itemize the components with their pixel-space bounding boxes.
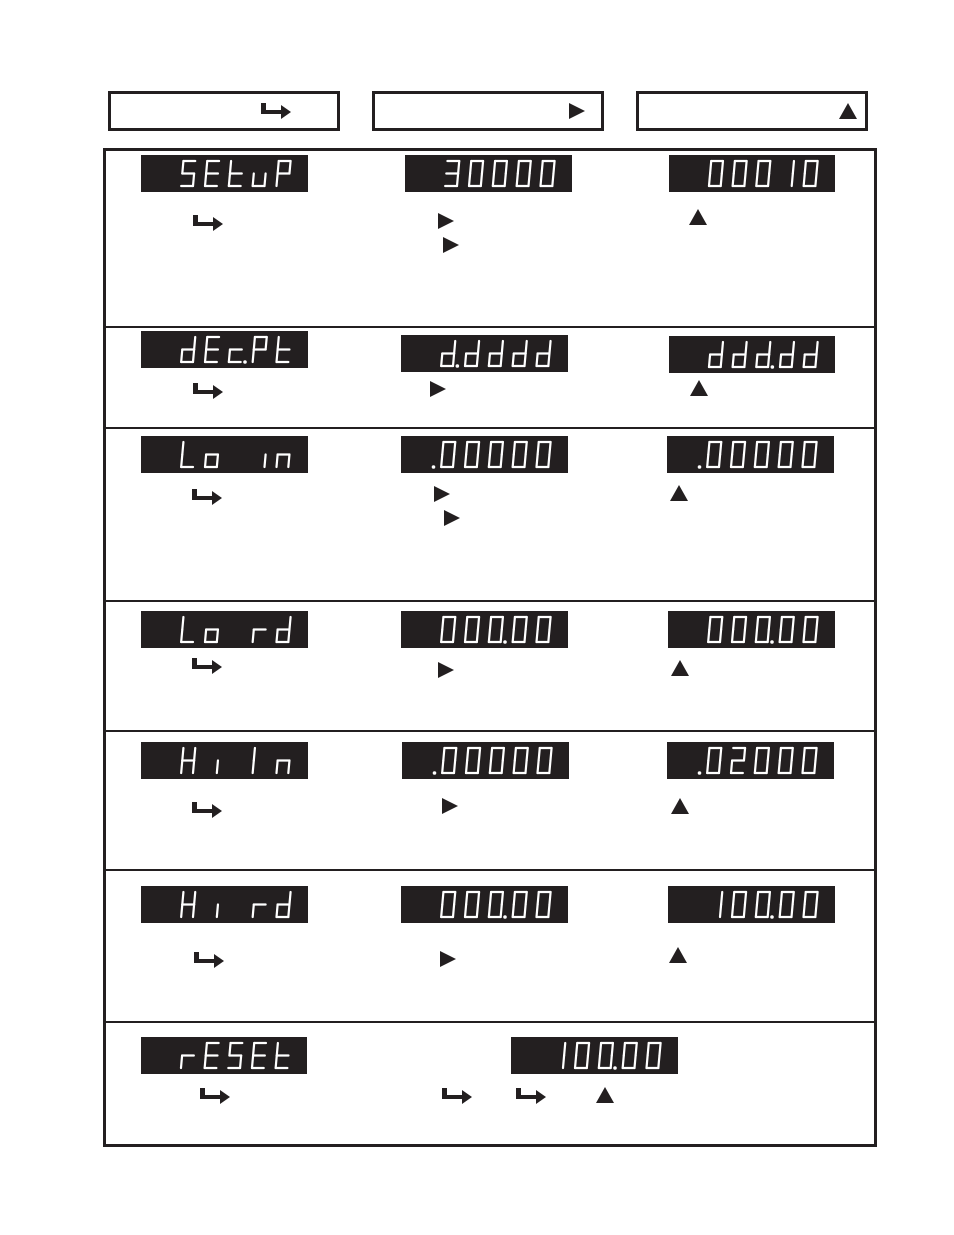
lcd-digits <box>405 155 572 192</box>
lcd-readout-text: 30000 <box>405 155 409 156</box>
lcd-digits <box>401 436 568 473</box>
row-divider <box>103 730 874 732</box>
lcd-digit <box>733 342 747 367</box>
lcd-digit <box>181 1056 194 1069</box>
lcd-digit <box>205 455 218 468</box>
lcd-digit <box>181 617 193 642</box>
lcd-readout-text: Hi In <box>141 742 144 743</box>
right-triangle-icon <box>429 380 447 398</box>
lcd-decimal-point <box>698 465 702 469</box>
lcd-digit <box>537 892 551 917</box>
display-hi-in-prompt <box>141 742 308 779</box>
enter-arrow-icon <box>193 382 223 400</box>
lcd-digit <box>698 771 702 775</box>
lcd-readout-text: Hi rd <box>141 886 144 887</box>
enter-arrow-icon <box>516 1087 546 1105</box>
lcd-digit <box>792 161 794 186</box>
right-triangle-icon <box>442 236 460 254</box>
lcd-digit <box>541 161 555 186</box>
right-triangle-icon <box>441 797 459 815</box>
lcd-digit <box>217 905 218 918</box>
lcd-digit <box>469 161 483 186</box>
lcd-digits <box>668 611 835 648</box>
lcd-digit <box>733 161 747 186</box>
right-triangle-icon <box>443 509 461 527</box>
lcd-digits <box>141 331 308 368</box>
lcd-digits <box>141 611 308 648</box>
lcd-digit <box>732 617 746 642</box>
up-key-box <box>636 91 868 131</box>
lcd-digit <box>489 442 503 467</box>
lcd-digit <box>647 1043 661 1068</box>
lcd-digits <box>667 742 834 779</box>
lcd-decimal-point <box>613 1066 617 1070</box>
enter-arrow-icon <box>200 1087 230 1105</box>
lcd-digit <box>181 748 195 773</box>
lcd-readout-text: dEc.Pt <box>141 331 145 332</box>
lcd-digit <box>514 748 528 773</box>
lcd-digit <box>277 455 290 468</box>
lcd-digit <box>731 442 745 467</box>
lcd-decimal-point <box>503 915 507 919</box>
lcd-digit <box>513 892 527 917</box>
lcd-digit <box>707 748 721 773</box>
lcd-digit <box>229 161 242 186</box>
lcd-digit <box>466 748 480 773</box>
enter-arrow-icon <box>194 951 224 969</box>
lcd-digit <box>253 630 266 643</box>
lcd-decimal-point <box>698 771 702 775</box>
right-triangle-icon <box>437 661 455 679</box>
lcd-digit <box>277 161 291 186</box>
display-decpt-new <box>669 336 835 373</box>
lcd-digit <box>732 892 746 917</box>
lcd-readout-text: 100.00 <box>511 1037 515 1038</box>
lcd-readout-text: 000.00 <box>401 611 405 612</box>
display-reset-prompt <box>141 1037 307 1074</box>
display-setup-prompt <box>141 155 308 192</box>
display-hi-rd-current <box>401 886 568 923</box>
lcd-digit <box>720 892 722 917</box>
lcd-digit <box>276 1043 289 1068</box>
lcd-digit <box>513 442 527 467</box>
display-lo-in-prompt <box>141 436 308 473</box>
lcd-digits <box>401 611 568 648</box>
lcd-digit <box>493 161 507 186</box>
lcd-digit <box>432 465 436 469</box>
lcd-digit <box>756 161 770 186</box>
lcd-digit <box>205 161 219 186</box>
lcd-digit <box>575 1043 589 1068</box>
display-setup-new <box>669 155 835 192</box>
lcd-digit <box>804 342 818 367</box>
display-reset-result <box>511 1037 678 1074</box>
lcd-readout-text: .02000 <box>667 742 671 743</box>
row-divider <box>103 326 874 328</box>
lcd-digit <box>755 442 769 467</box>
row-divider <box>103 427 874 429</box>
lcd-digit <box>756 617 774 644</box>
lcd-digit <box>779 442 793 467</box>
lcd-digit <box>181 442 193 467</box>
lcd-decimal-point <box>243 360 247 364</box>
lcd-digit <box>804 892 818 917</box>
lcd-digit <box>804 161 818 186</box>
lcd-digit <box>441 892 455 917</box>
display-lo-rd-prompt <box>141 611 308 648</box>
display-lo-in-new <box>667 436 834 473</box>
lcd-digit <box>804 617 818 642</box>
lcd-digit <box>229 350 247 364</box>
display-hi-in-new <box>667 742 834 779</box>
row-divider <box>103 600 874 602</box>
lcd-digit <box>277 337 290 362</box>
enter-arrow-icon <box>192 488 222 506</box>
lcd-digits <box>401 886 568 923</box>
lcd-digit <box>253 905 266 918</box>
right-triangle-icon <box>433 485 451 503</box>
lcd-digit <box>465 442 479 467</box>
enter-arrow-icon <box>261 102 291 120</box>
lcd-digit <box>442 748 456 773</box>
lcd-readout-text: 00010 <box>669 155 673 156</box>
lcd-digit <box>490 748 504 773</box>
enter-arrow-icon <box>442 1087 472 1105</box>
lcd-digit <box>445 161 459 186</box>
enter-arrow-icon <box>192 801 222 819</box>
lcd-digit <box>755 748 769 773</box>
lcd-digits <box>141 1037 307 1074</box>
lcd-digit <box>803 442 817 467</box>
lcd-digit <box>513 341 527 366</box>
lcd-digit <box>253 174 266 187</box>
lcd-digit <box>205 630 218 643</box>
lcd-digits <box>141 436 308 473</box>
lcd-digit <box>433 771 437 775</box>
display-lo-in-current <box>401 436 568 473</box>
lcd-readout-text: 000.00 <box>401 886 405 887</box>
lcd-readout-text: Lo rd <box>141 611 144 612</box>
up-triangle-icon <box>688 208 708 226</box>
lcd-decimal-point <box>503 640 507 644</box>
lcd-digit <box>538 748 552 773</box>
lcd-digit <box>252 1043 266 1068</box>
lcd-decimal-point <box>432 465 436 469</box>
lcd-readout-text: SEtuP <box>141 155 144 156</box>
up-triangle-icon <box>595 1086 615 1104</box>
up-triangle-icon <box>669 484 689 502</box>
lcd-digit <box>228 1043 242 1068</box>
lcd-digit <box>756 892 774 919</box>
row-divider <box>103 1021 874 1023</box>
lcd-digit <box>709 161 723 186</box>
lcd-digit <box>253 337 267 362</box>
lcd-digit <box>537 617 551 642</box>
lcd-digit <box>537 442 551 467</box>
lcd-digit <box>277 892 291 917</box>
lcd-digit <box>489 892 507 919</box>
lcd-readout-text: rESEt <box>141 1037 144 1038</box>
up-triangle-icon <box>838 102 858 120</box>
lcd-digits <box>511 1037 678 1074</box>
lcd-digit <box>803 748 817 773</box>
lcd-readout-text: .00000 <box>402 742 406 743</box>
right-triangle-icon <box>568 102 586 120</box>
lcd-digit <box>780 617 794 642</box>
lcd-readout-text: 000.00 <box>668 611 672 612</box>
display-decpt-current <box>401 335 568 372</box>
lcd-digit <box>489 617 507 644</box>
enter-arrow-icon <box>193 214 223 232</box>
lcd-digits <box>141 155 308 192</box>
lcd-digit <box>465 341 479 366</box>
lcd-digit <box>513 617 527 642</box>
lcd-digit <box>205 337 219 362</box>
lcd-digit <box>253 748 255 773</box>
lcd-digit <box>698 465 702 469</box>
lcd-decimal-point <box>433 771 437 775</box>
lcd-digit <box>599 1043 617 1070</box>
lcd-digits <box>669 336 835 373</box>
display-hi-in-current <box>402 742 569 779</box>
lcd-digit <box>277 617 291 642</box>
lcd-decimal-point <box>770 640 774 644</box>
lcd-digit <box>779 748 793 773</box>
lcd-digit <box>441 442 455 467</box>
right-key-box <box>372 91 604 131</box>
lcd-readout-text: ddd.dd <box>669 336 673 337</box>
lcd-decimal-point <box>770 915 774 919</box>
lcd-digit <box>489 341 503 366</box>
lcd-digit <box>707 442 721 467</box>
lcd-decimal-point <box>771 365 775 369</box>
lcd-digit <box>181 161 195 186</box>
lcd-digits <box>401 335 568 372</box>
lcd-digits <box>402 742 569 779</box>
lcd-digits <box>141 886 308 923</box>
lcd-digit <box>756 342 774 369</box>
lcd-digit <box>537 341 551 366</box>
lcd-digit <box>441 617 455 642</box>
lcd-digit <box>205 1043 219 1068</box>
display-lo-rd-current <box>401 611 568 648</box>
lcd-digits <box>668 886 835 923</box>
display-setup-current <box>405 155 572 192</box>
lcd-digits <box>667 436 834 473</box>
lcd-readout-text: .00000 <box>401 436 405 437</box>
up-triangle-icon <box>670 797 690 815</box>
lcd-decimal-point <box>456 364 460 368</box>
display-lo-rd-new <box>668 611 835 648</box>
lcd-digit <box>780 342 794 367</box>
display-hi-rd-new <box>668 886 835 923</box>
lcd-digit <box>708 617 722 642</box>
enter-key-box <box>108 91 340 131</box>
row-divider <box>103 869 874 871</box>
lcd-digit <box>517 161 531 186</box>
lcd-digit <box>181 892 195 917</box>
lcd-digit <box>181 337 195 362</box>
lcd-digits <box>141 742 308 779</box>
enter-arrow-icon <box>192 657 222 675</box>
lcd-digit <box>563 1043 565 1068</box>
lcd-readout-text: 100.00 <box>668 886 672 887</box>
lcd-digit <box>441 341 459 368</box>
lcd-readout-text: .00000 <box>667 436 671 437</box>
right-triangle-icon <box>439 950 457 968</box>
right-triangle-icon <box>437 212 455 230</box>
up-triangle-icon <box>689 379 709 397</box>
lcd-digit <box>264 455 265 468</box>
lcd-readout-text: d.dddd <box>401 335 405 336</box>
up-triangle-icon <box>668 946 688 964</box>
lcd-digit <box>465 892 479 917</box>
lcd-digit <box>780 892 794 917</box>
lcd-digit <box>277 761 290 774</box>
lcd-digit <box>623 1043 637 1068</box>
lcd-digit <box>217 761 218 774</box>
lcd-digit <box>465 617 479 642</box>
lcd-digits <box>669 155 835 192</box>
display-decpt-prompt <box>141 331 308 368</box>
up-triangle-icon <box>670 659 690 677</box>
lcd-digit <box>731 748 745 773</box>
lcd-digit <box>709 342 723 367</box>
lcd-readout-text: Lo in <box>141 436 144 437</box>
display-hi-rd-prompt <box>141 886 308 923</box>
